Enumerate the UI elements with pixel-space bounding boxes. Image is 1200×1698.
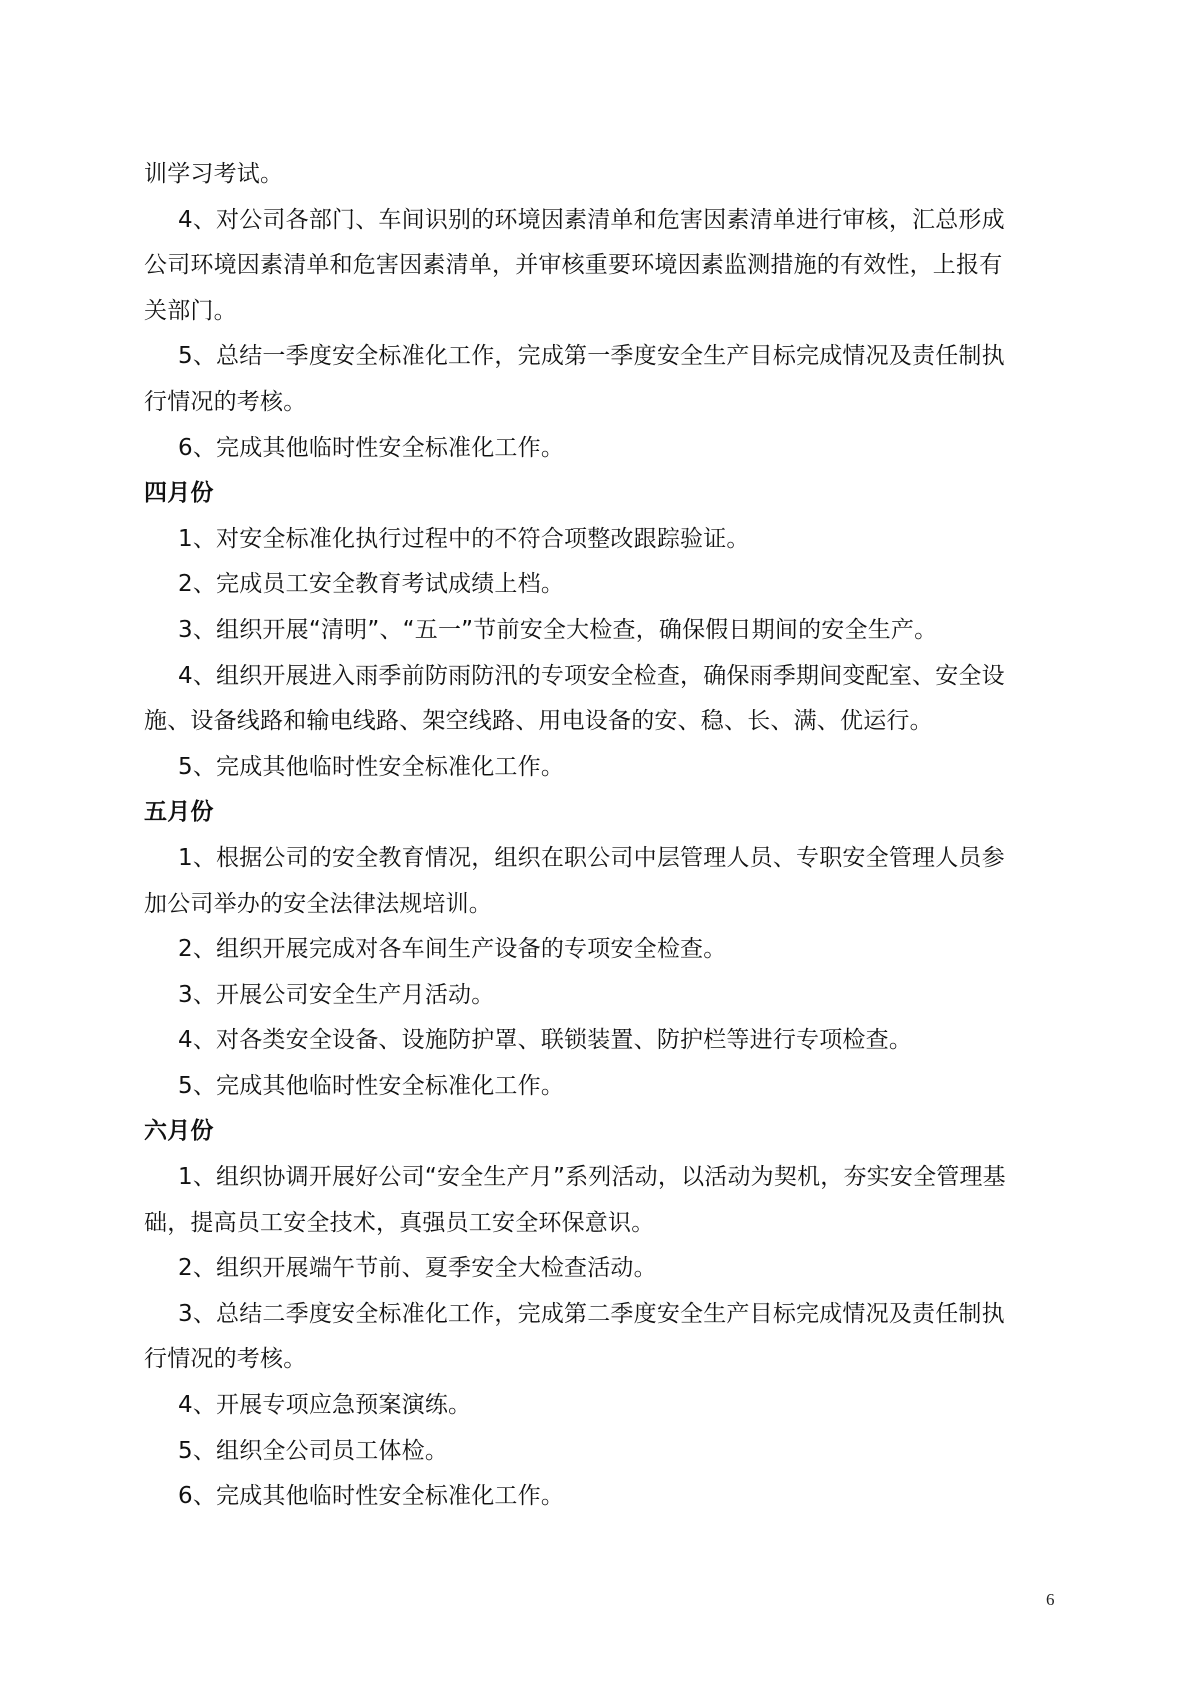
section-heading-april: 四月份 bbox=[144, 480, 214, 507]
list-item-start: 6、完成其他临时性安全标准化工作。 bbox=[178, 434, 565, 461]
document-body bbox=[144, 152, 1064, 1520]
paragraph-continuation: 训学习考试。 bbox=[144, 161, 284, 187]
page-number: 6 bbox=[1046, 1590, 1055, 1609]
list-item-start: 2、组织开展完成对各车间生产设备的专项安全检查。 bbox=[178, 936, 727, 963]
list-item-start: 4、对公司各部门、车间识别的环境因素清单和危害因素清单进行审核，汇总形成 bbox=[178, 206, 1005, 233]
list-item-continuation: 关部门。 bbox=[144, 297, 237, 324]
list-item-start: 3、组织开展“清明”、“五一”节前安全大检查，确保假日期间的安全生产。 bbox=[178, 616, 938, 643]
list-item-continuation: 础，提高员工安全技术，真强员工安全环保意识。 bbox=[144, 1209, 655, 1236]
list-item-start: 1、组织协调开展好公司“安全生产月”系列活动，以活动为契机，夯实安全管理基 bbox=[178, 1164, 1006, 1191]
list-item-start: 3、开展公司安全生产月活动。 bbox=[178, 981, 495, 1008]
list-item-start: 2、组织开展端午节前、夏季安全大检查活动。 bbox=[178, 1255, 657, 1282]
list-item-start: 1、根据公司的安全教育情况，组织在职公司中层管理人员、专职安全管理人员参 bbox=[178, 844, 1005, 871]
list-item-start: 1、对安全标准化执行过程中的不符合项整改跟踪验证。 bbox=[178, 525, 750, 552]
list-item-continuation: 行情况的考核。 bbox=[144, 1346, 307, 1373]
list-item-start: 2、完成员工安全教育考试成绩上档。 bbox=[178, 571, 565, 598]
list-item-start: 3、总结二季度安全标准化工作，完成第二季度安全生产目标完成情况及责任制执 bbox=[178, 1300, 1005, 1327]
list-item-continuation: 公司环境因素清单和危害因素清单，并审核重要环境因素监测措施的有效性，上报有 bbox=[144, 252, 1003, 279]
list-item-continuation: 行情况的考核。 bbox=[144, 388, 307, 415]
list-item-start: 4、对各类安全设备、设施防护罩、联锁装置、防护栏等进行专项检查。 bbox=[178, 1027, 913, 1054]
section-heading-june: 六月份 bbox=[144, 1118, 214, 1145]
list-item-start: 5、完成其他临时性安全标准化工作。 bbox=[178, 1072, 565, 1099]
list-item-start: 6、完成其他临时性安全标准化工作。 bbox=[178, 1483, 565, 1510]
list-item-continuation: 施、设备线路和输电线路、架空线路、用电设备的安、稳、长、满、优运行。 bbox=[144, 708, 933, 735]
section-heading-may: 五月份 bbox=[144, 799, 214, 826]
list-item-start: 4、开展专项应急预案演练。 bbox=[178, 1392, 472, 1419]
list-item-start: 5、组织全公司员工体检。 bbox=[178, 1437, 449, 1464]
list-item-start: 4、组织开展进入雨季前防雨防汛的专项安全检查，确保雨季期间变配室、安全设 bbox=[178, 662, 1005, 689]
list-item-start: 5、总结一季度安全标准化工作，完成第一季度安全生产目标完成情况及责任制执 bbox=[178, 343, 1005, 370]
list-item-start: 5、完成其他临时性安全标准化工作。 bbox=[178, 753, 565, 780]
list-item-continuation: 加公司举办的安全法律法规培训。 bbox=[144, 890, 492, 917]
